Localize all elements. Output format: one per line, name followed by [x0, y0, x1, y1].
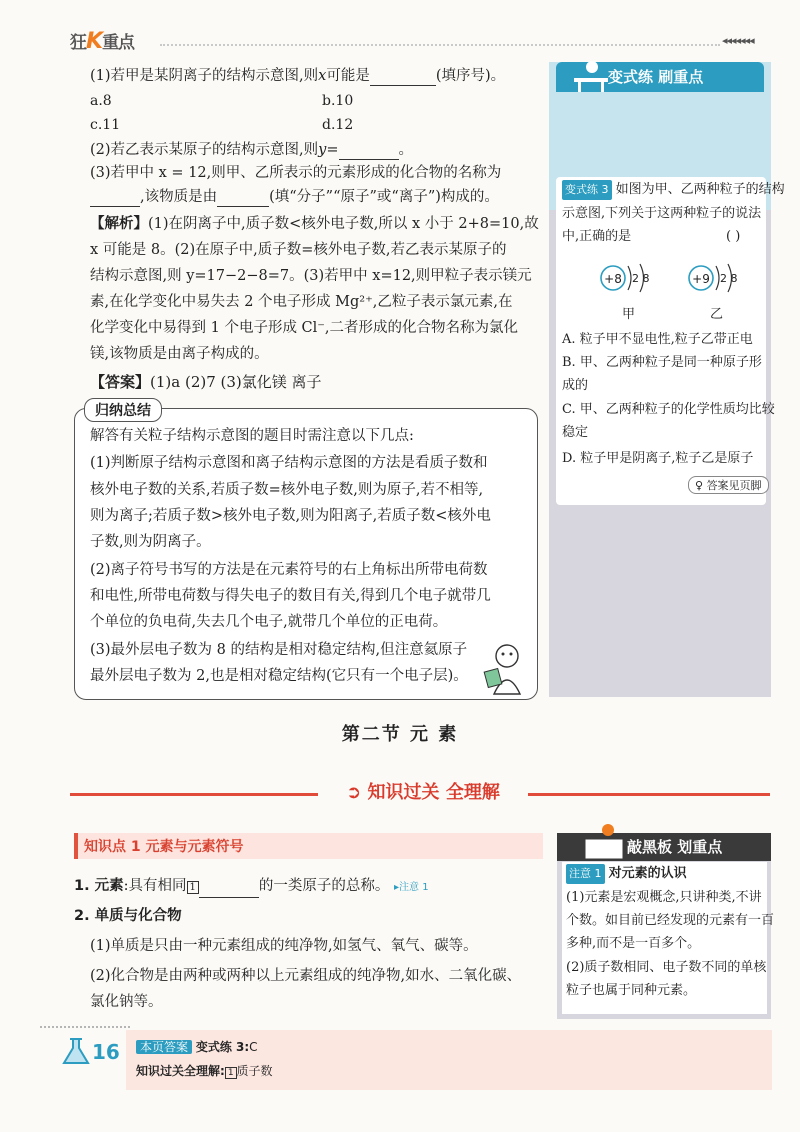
brand-logo: 狂K重点: [70, 29, 135, 54]
board-line: (1)元素是宏观概念,只讲种类,不讲: [566, 890, 762, 905]
flask-icon: [60, 1036, 92, 1066]
answer-line: 【答案】(1)a (2)7 (3)氯化镁 离子: [90, 373, 322, 391]
analysis-line-3: 结构示意图,则 y=17−2−8=7。(3)若甲中 x=12,则甲粒子表示镁元: [90, 268, 532, 284]
question-part-3-cont: ,该物质是由 (填“分子”“原子”或“离子”)构成的。: [90, 187, 499, 207]
board-line: 多种,而不是一百多个。: [566, 936, 701, 951]
page-number: 16: [92, 1040, 120, 1064]
question-part-1: (1)若甲是某阴离子的结构示意图,则x可能是 (填序号)。: [90, 68, 506, 84]
kp-item-1: 1. 元素:具有相同 1 的一类原子的总称。 ▸注意 1: [74, 876, 429, 898]
student-desk-icon: [572, 58, 612, 94]
analysis-line-5: 化学变化中易得到 1 个电子形成 Cl⁻,二者形成的化合物名称为氯化: [90, 320, 519, 336]
summary-line: 解答有关粒子结构示意图的题目时需注意以下几点:: [90, 428, 414, 444]
summary-line: (3)最外层电子数为 8 的结构是相对稳定结构,但注意氦原子: [90, 642, 468, 658]
jia-nucleus: +8: [604, 272, 622, 286]
option-a: a.8: [90, 93, 112, 109]
option-b-choice: B. 甲、乙两种粒子是同一种原子形: [562, 355, 762, 370]
option-b: b.10: [322, 93, 354, 109]
kp-item-2-2: (2)化合物是由两种或两种以上元素组成的纯净物,如水、二氧化碳、: [90, 968, 522, 984]
board-line: 粒子也属于同种元素。: [566, 983, 697, 998]
practice-question-line-3: 中,正确的是: [562, 229, 632, 244]
practice-question-line-1: 变式练 3 如图为甲、乙两种粒子的结构: [562, 180, 785, 200]
particle-yi-diagram: [684, 258, 744, 300]
option-d: d.12: [322, 117, 354, 133]
question-part-3: (3)若甲中 x = 12,则甲、乙所表示的元素形成的化合物的名称为: [90, 165, 502, 181]
summary-line: (2)离子符号书写的方法是在元素符号的右上角标出所带电荷数: [90, 562, 488, 578]
practice-question-line-2: 示意图,下列关于这两种粒子的说法: [562, 206, 762, 221]
option-c-choice: C. 甲、乙两种粒子的化学性质均比较: [562, 402, 775, 417]
see-answer-footer-link[interactable]: ♀ 答案见页脚: [688, 476, 769, 494]
summary-title: 归纳总结: [84, 398, 162, 422]
label-yi: 乙: [710, 307, 724, 322]
footer-answer-line-2: 知识过关全理解: 1 质子数: [136, 1064, 273, 1078]
analysis-line-6: 镁,该物质是由离子构成的。: [90, 346, 269, 362]
knowledge-point-title: 知识点 1 元素与元素符号: [84, 839, 244, 855]
header-arrows: ◂◂◂◂◂◂◂: [722, 34, 754, 47]
kp-item-2-2-cont: 氯化钠等。: [90, 994, 163, 1010]
label-jia: 甲: [622, 307, 636, 322]
swirl-icon: ➲: [346, 782, 362, 803]
summary-line: 最外层电子数为 2,也是相对稳定结构(它只有一个电子层)。: [90, 668, 468, 684]
note-link[interactable]: ▸注意 1: [394, 882, 429, 893]
yi-nucleus: +9: [692, 272, 710, 286]
question-part-2: (2)若乙表示某原子的结构示意图,则y= 。: [90, 142, 414, 158]
board-note-title: 注意 1 对元素的认识: [566, 864, 687, 884]
board-sidebar-header: 敲黑板 划重点: [557, 833, 771, 861]
answer-paren: ( ): [726, 229, 741, 244]
board-line: (2)质子数相同、电子数不同的单核: [566, 960, 767, 975]
summary-line: 核外电子数的关系,若质子数=核外电子数,则为原子,若不相等,: [90, 482, 484, 498]
particle-jia-diagram: [596, 258, 656, 300]
option-a-choice: A. 粒子甲不显电性,粒子乙带正电: [562, 332, 753, 347]
option-c: c.11: [90, 117, 121, 133]
option-d-choice: D. 粒子甲是阴离子,粒子乙是原子: [562, 451, 754, 466]
summary-line: 则为离子;若质子数>核外电子数,则为阳离子,若质子数<核外电: [90, 508, 491, 524]
analysis-line-2: x 可能是 8。(2)在原子中,质子数=核外电子数,若乙表示某原子的: [90, 242, 507, 258]
summary-line: 个单位的负电荷,失去几个电子,就带几个单位的正电荷。: [90, 614, 448, 630]
footer-dotted-rule: [40, 1026, 130, 1028]
yi-shells: 2 8: [720, 272, 738, 285]
section-title: 第二节 元 素: [341, 724, 459, 745]
footer-answer-line-1: 本页答案 变式练 3:C: [136, 1038, 258, 1055]
section-banner: ➲ 知识过关 全理解: [318, 778, 528, 808]
teacher-board-icon: [582, 822, 626, 862]
practice-sidebar-header: 变式练 刷重点: [556, 62, 764, 92]
option-b-choice-cont: 成的: [562, 378, 589, 393]
summary-line: 子数,则为阴离子。: [90, 534, 211, 550]
analysis-line-4: 素,在化学变化中易失去 2 个电子形成 Mg²⁺,乙粒子表示氯元素,在: [90, 294, 513, 310]
analysis-line-1: 【解析】(1)在阴离子中,质子数<核外电子数,所以 x 小于 2+8=10,故: [90, 216, 539, 232]
jia-shells: 2 8: [632, 272, 650, 285]
kp-item-2-heading: 2. 单质与化合物: [74, 908, 182, 924]
board-line: 个数。如目前已经发现的元素有一百: [566, 913, 775, 928]
option-c-choice-cont: 稳定: [562, 425, 589, 440]
summary-line: 和电性,所带电荷数与得失电子的数目有关,得到几个电子就带几: [90, 588, 491, 604]
lightbulb-icon: ♀: [695, 479, 704, 492]
reading-mascot-icon: [482, 640, 532, 696]
summary-line: (1)判断原子结构示意图和离子结构示意图的方法是看质子数和: [90, 455, 488, 471]
header-dotted-rule: [160, 44, 720, 46]
kp-item-2-1: (1)单质是只由一种元素组成的纯净物,如氢气、氧气、碳等。: [90, 938, 478, 954]
